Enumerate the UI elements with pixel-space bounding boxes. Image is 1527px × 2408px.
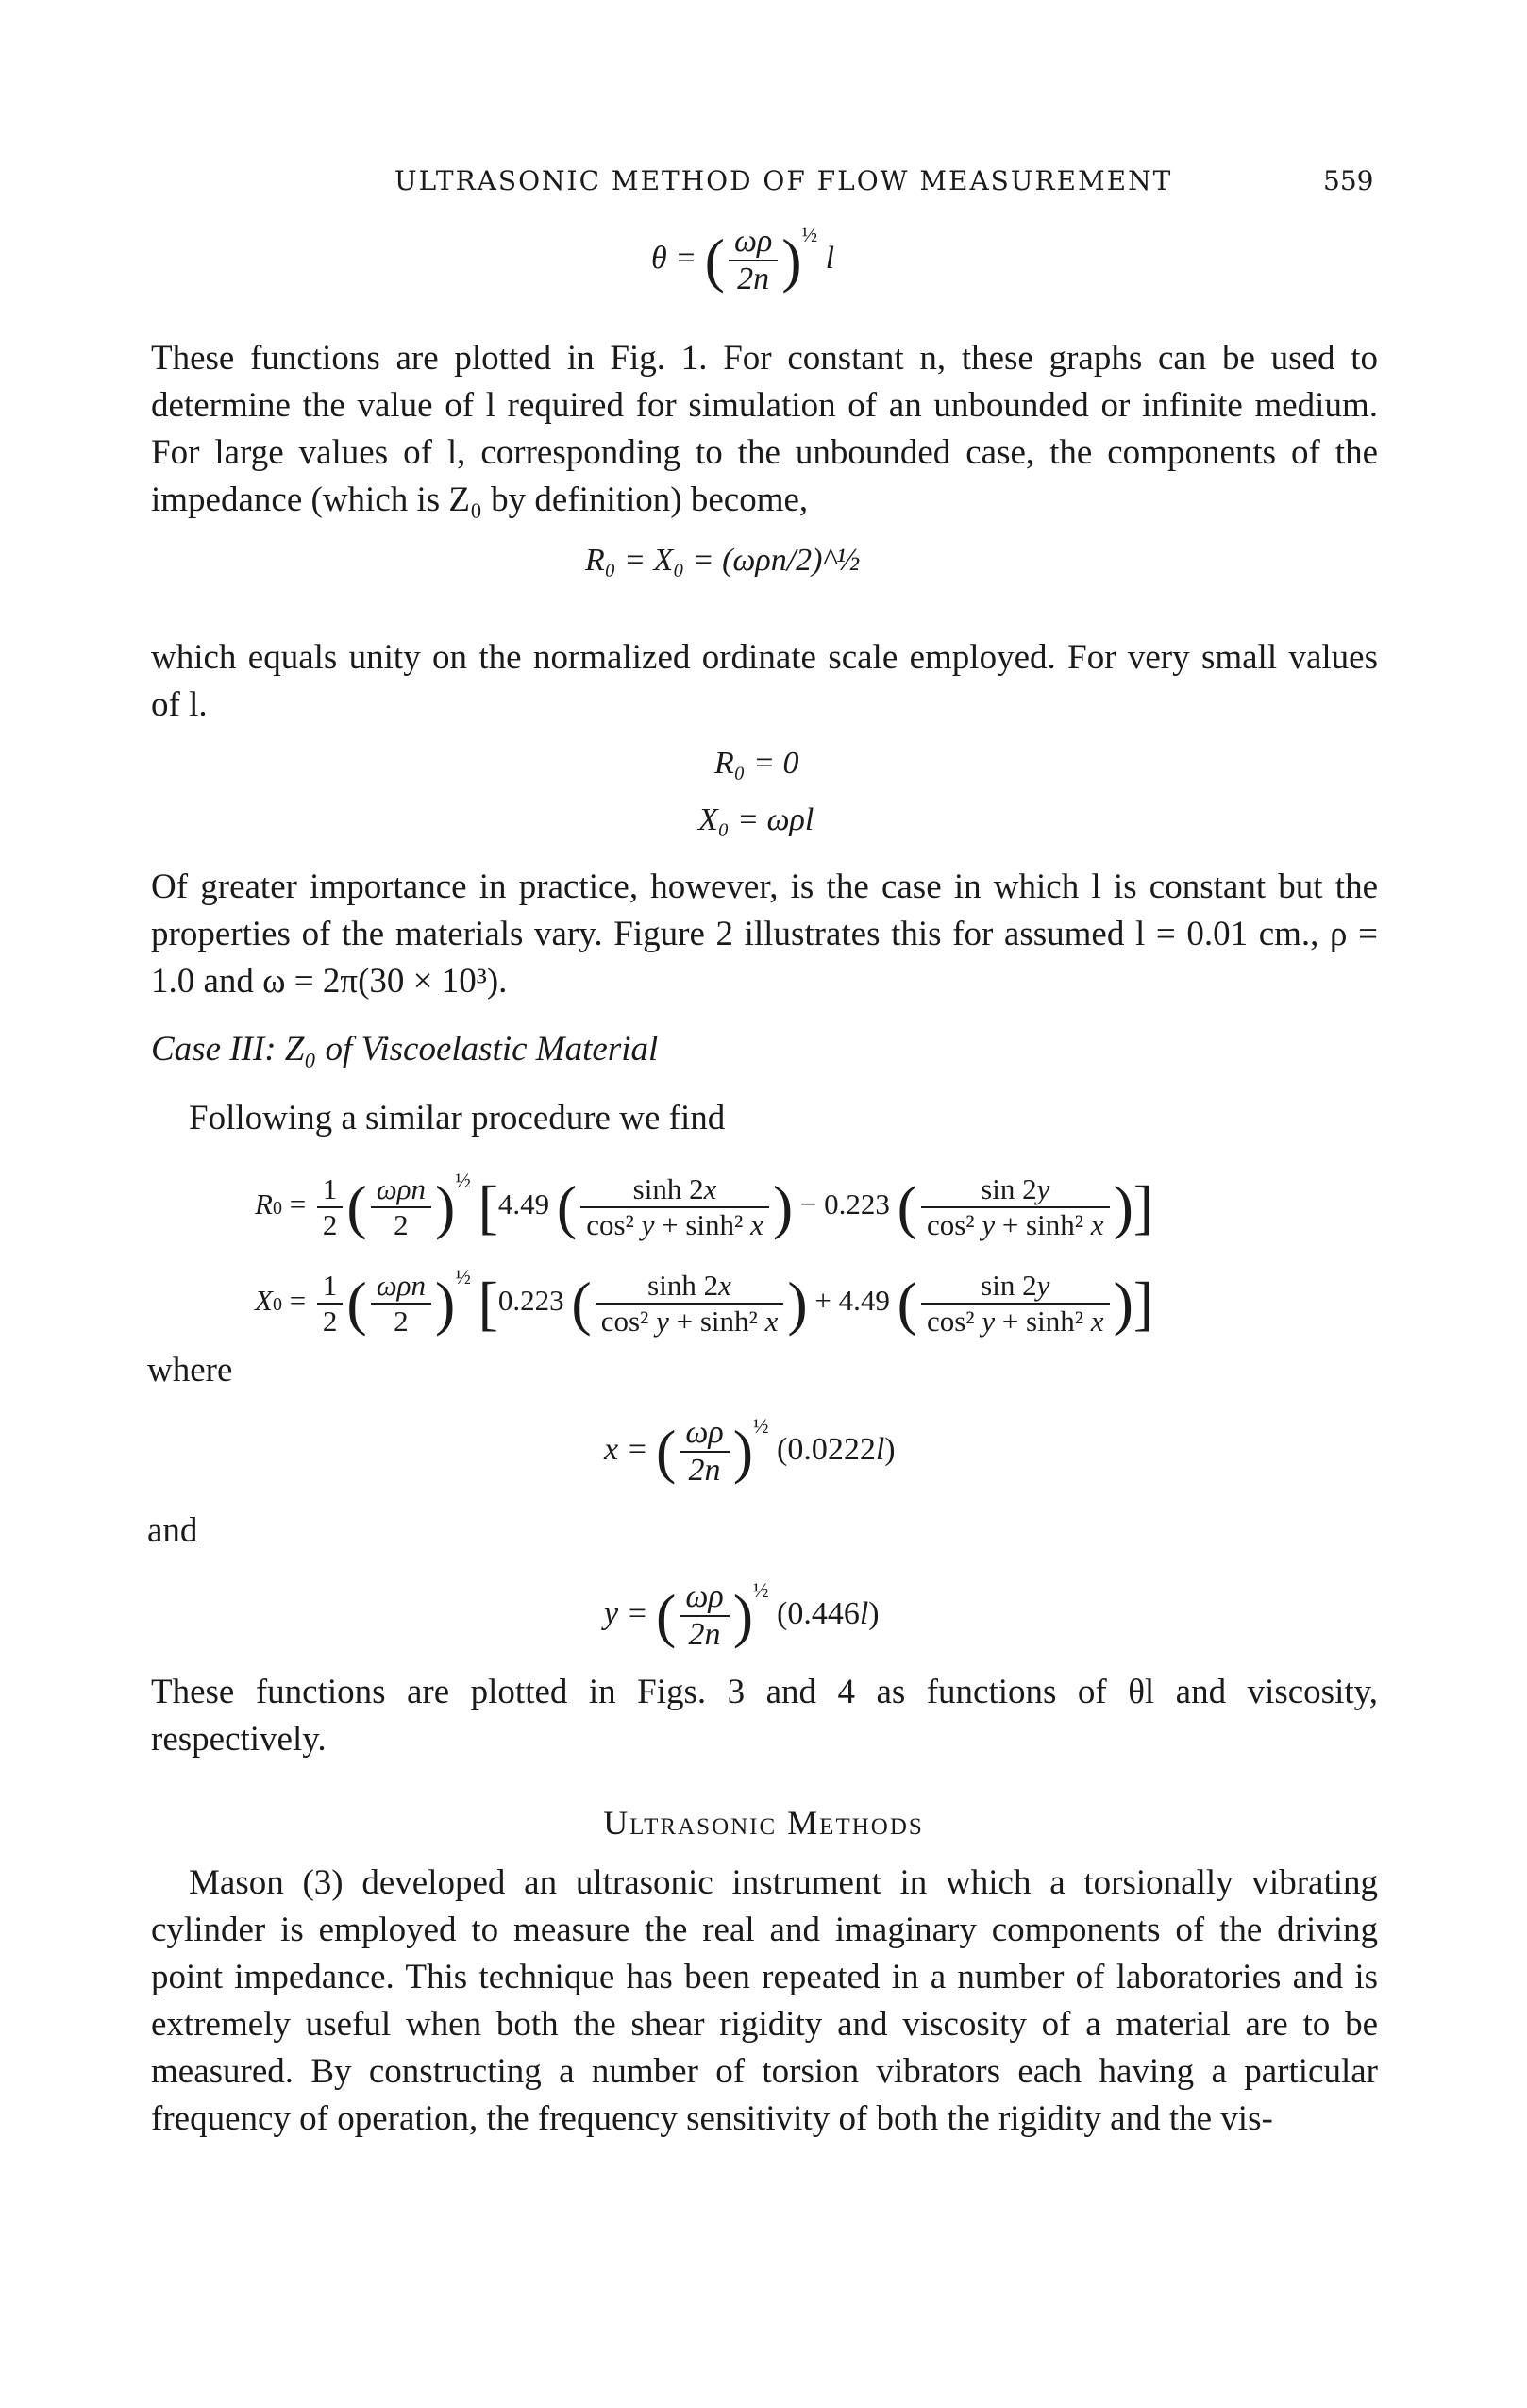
- paragraph-3: Of greater importance in practice, however, is the case in which l is constant but the properties of the materials vary. Figure 2 illustrates this for assumed l = 0.01 cm., ρ = 1.0 and ω = 2π(30 × 10³).: [151, 867, 1378, 1001]
- equation-r0-small: R₀ = 0: [714, 746, 799, 781]
- paragraph-2: which equals unity on the normalized ordinate scale employed. For very small values of l.: [151, 638, 1378, 724]
- equation-theta: θ = ( $\frac{\omega\rho}{2n}$ )$^{\frac{1}{2}}$ l: [651, 223, 835, 297]
- equation-r0-viscoelastic: R0 = $\frac{1}{2}$ ( $\frac{\text{ωρn}}{2}$ )$^{\frac{1}{2}}$ [4.49 ( $\frac{\sinh 2x}{\text{cos² y + sinh² x}}$ ) − 0.223 ( $\frac{\sin 2y}{\text{cos² y + sinh² x}}$ )]: [255, 1169, 1154, 1241]
- equation-x-def: x = ( $\frac{\omega\rho}{2n}$ )$^{\frac{1}{2}}$ (0.0222l): [604, 1414, 896, 1489]
- equation-y-def: y = ( $\frac{\omega\rho}{2n}$ )$^{\frac{1}{2}}$ (0.446l): [604, 1578, 880, 1653]
- equation-x0-viscoelastic: X0 = $\frac{1}{2}$ ( $\frac{\text{ωρn}}{2}$ )$^{\frac{1}{2}}$ [0.223 ( $\frac{\sinh 2x}{\text{cos² y + sinh² x}}$ ) + 4.49 ( $\frac{\sin 2y}{\text{cos² y + sinh² x}}$ )]: [255, 1265, 1154, 1338]
- section-heading-ultrasonic-methods: Ultrasonic Methods: [603, 1804, 924, 1842]
- and-label: and: [147, 1511, 198, 1550]
- paragraph-1: These functions are plotted in Fig. 1. For constant n, these graphs can be used to determine the value of l required for simulation of an unbounded or infinite medium. For large values of l, corresponding to the unbounded case, the components of the impedance (which is Z₀ by definition) become,: [151, 339, 1378, 519]
- equation-x0-small: X₀ = ωρl: [698, 802, 814, 837]
- running-title: ULTRASONIC METHOD OF FLOW MEASUREMENT: [394, 165, 1173, 196]
- page-number: 559: [1323, 165, 1374, 196]
- case-3-heading: Case III: Z₀ of Viscoelastic Material: [151, 1030, 659, 1069]
- paragraph-5: These functions are plotted in Figs. 3 and 4 as functions of θl and viscosity, respectively.: [151, 1673, 1378, 1759]
- equation-r0-x0-unbounded: R₀ = X₀ = (ωρn/2)^½: [585, 543, 861, 578]
- paragraph-6: Mason (3) developed an ultrasonic instrument in which a torsionally vibrating cylinder is employed to measure the real and imaginary components of the driving point impedance. This technique has been repeated in a number of laboratories and is extremely useful when both the shear rigidity and viscosity of a material are to be measured. By constructing a number of torsion vibrators each having a particular frequency of operation, the frequency sensitivity of both the rigidity and the vis-: [151, 1863, 1378, 2138]
- paragraph-4: Following a similar procedure we find: [189, 1099, 726, 1137]
- where-label: where: [147, 1351, 233, 1389]
